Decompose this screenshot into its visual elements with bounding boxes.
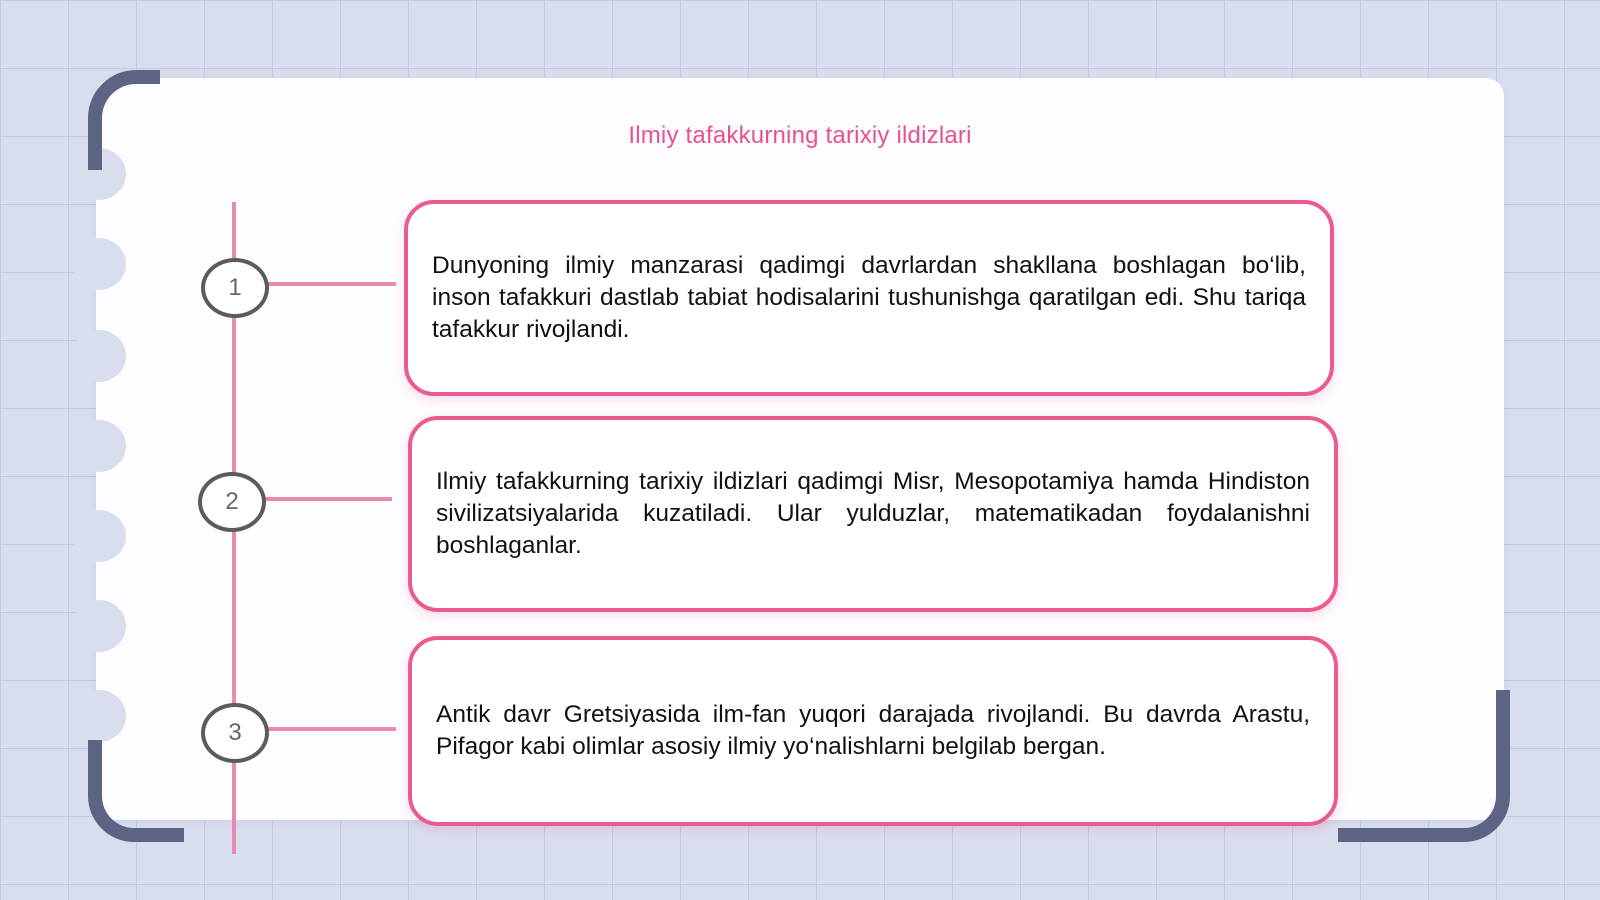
- info-card-1: [404, 200, 1334, 396]
- frame-corner-bottom-left: [88, 740, 184, 842]
- binder-hole: [72, 238, 126, 290]
- slide-title: Ilmiy tafakkurning tarixiy ildizlari: [628, 122, 972, 149]
- binder-hole: [72, 330, 126, 382]
- info-card-text: Dunyoning ilmiy manzarasi qadimgi davrlardan shakllana boshlagan bo‘lib, inson tafakkuri dastlab tabiat hodisalarini tushunishga qaratilgan edi. Shu tariqa tafakkur rivojlandi.: [432, 252, 1306, 343]
- binder-hole: [72, 600, 126, 652]
- binder-hole: [72, 420, 126, 472]
- timeline-connector: [262, 497, 392, 501]
- binder-hole: [72, 690, 126, 742]
- step-number-2: 2: [198, 472, 266, 532]
- frame-corner-bottom-right: [1338, 690, 1510, 842]
- info-card-2: [408, 416, 1338, 612]
- info-card-text: Antik davr Gretsiyasida ilm-fan yuqori darajada rivojlandi. Bu davrda Arastu, Pifagor kabi olimlar asosiy ilmiy yo‘nalishlarni belgilab bergan.: [436, 701, 1310, 760]
- binder-hole: [72, 510, 126, 562]
- info-card-3: [408, 636, 1338, 826]
- info-card-text: Ilmiy tafakkurning tarixiy ildizlari qadimgi Misr, Mesopotamiya hamda Hindiston sivilizatsiyalarida kuzatiladi. Ular yulduzlar, matematikadan foydalanishni boshlaganlar.: [436, 468, 1310, 559]
- timeline-connector: [266, 282, 396, 286]
- timeline-connector: [266, 727, 396, 731]
- step-number-1: 1: [201, 258, 269, 318]
- step-number-3: 3: [201, 703, 269, 763]
